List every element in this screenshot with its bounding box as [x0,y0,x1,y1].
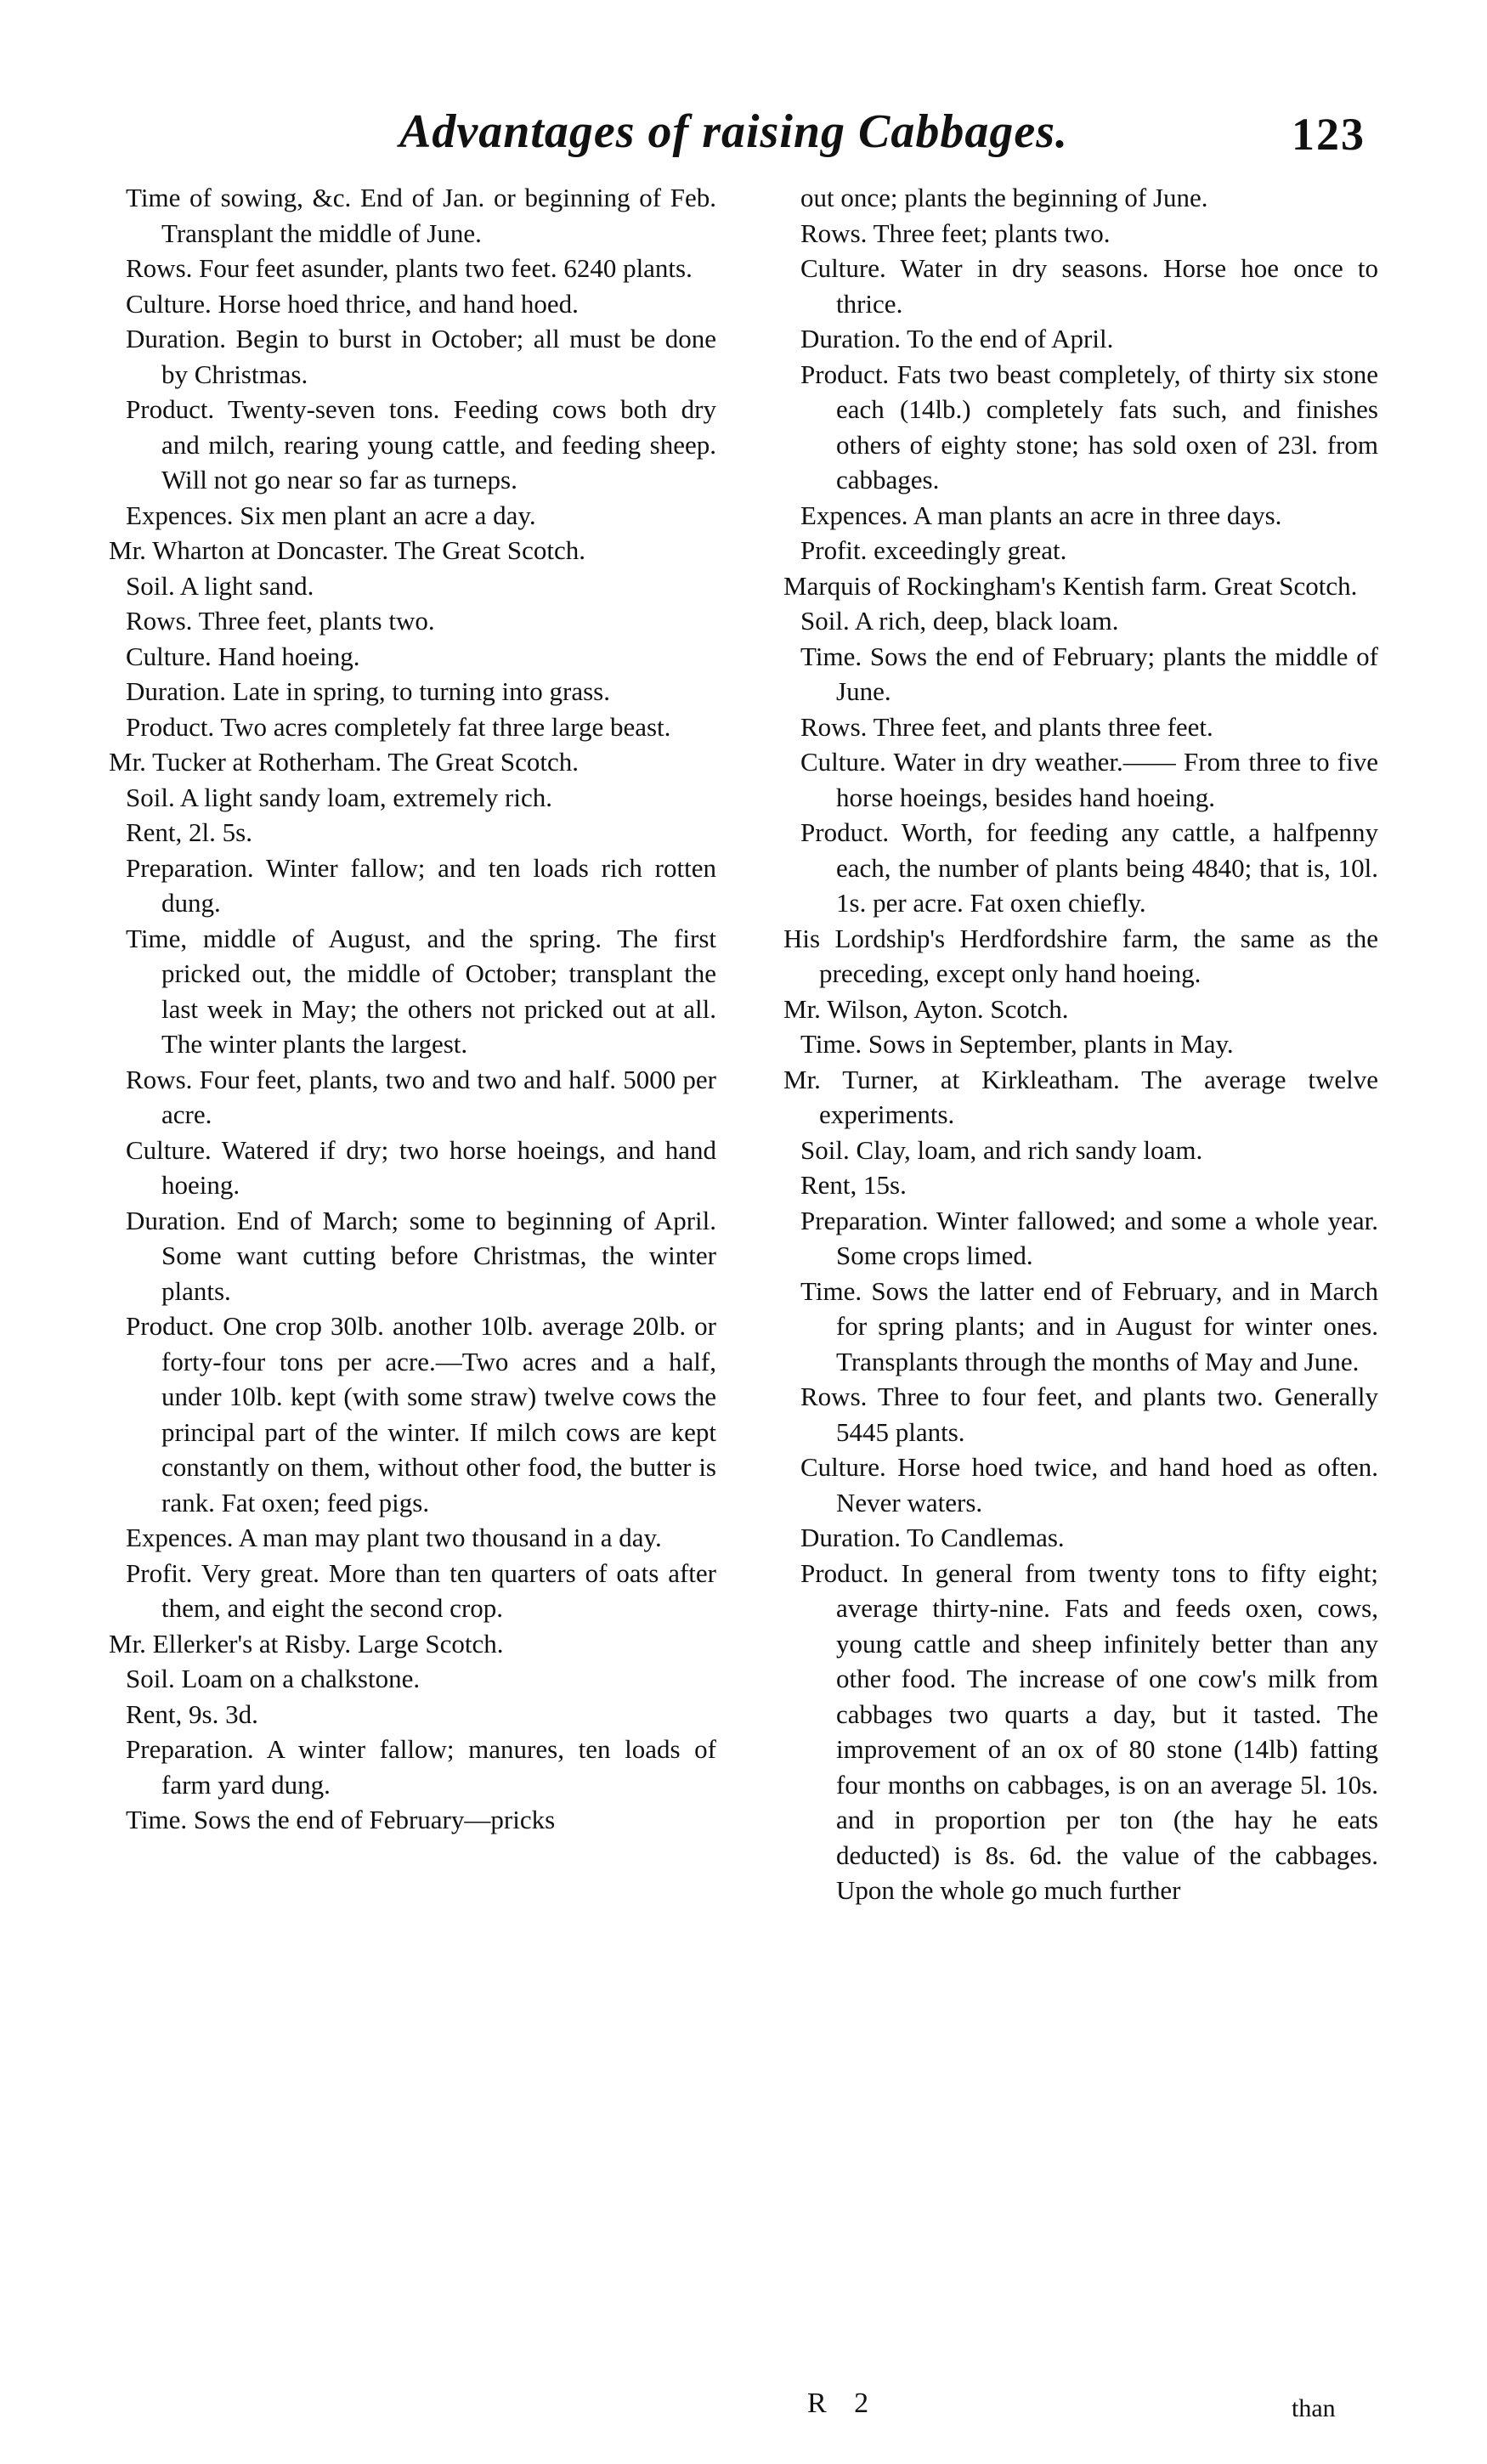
left-column [109,180,716,1838]
paragraph: Expences. A man may plant two thousand in a day. [126,1523,662,1552]
paragraph: Time. Sows the latter end of February, and in March for spring plants; and in August for winter ones. Transplants through the months of May and June. [800,1275,1378,1376]
paragraph: Preparation. Winter fallow; and ten loads rich rotten dung. [126,852,716,918]
paragraph: Duration. End of March; some to beginning of April. Some want cutting before Christmas, the winter plants. [126,1205,716,1306]
catchword: than [1292,2394,1336,2422]
paragraph: Product. Twenty-seven tons. Feeding cows both dry and milch, rearing young cattle, and feeding sheep. Will not go near so far as turneps. [126,394,716,494]
paragraph: Rent, 15s. [800,1170,907,1200]
paragraph: Rows. Three feet, plants two. [126,606,435,636]
running-title: Advantages of raising Cabbages. [399,105,1069,158]
paragraph: Preparation. A winter fallow; manures, ten loads of farm yard dung. [126,1734,716,1800]
paragraph: Duration. To the end of April. [800,324,1114,353]
paragraph: Time of sowing, &c. End of Jan. or beginning of Feb. Transplant the middle of June. [126,183,716,248]
paragraph: Time. Sows in September, plants in May. [800,1029,1234,1059]
paragraph: Time. Sows the end of February; plants the middle of June. [800,641,1378,706]
paragraph: Duration. Late in spring, to turning into grass. [126,676,610,706]
page-number: 123 [1292,109,1365,160]
paragraph: Culture. Water in dry weather.—— From three to five horse hoeings, besides hand hoeing. [800,747,1378,812]
farm-heading: Marquis of Rockingham's Kentish farm. Great Scotch. [783,570,1358,601]
paragraph: Soil. Loam on a chalkstone. [126,1664,421,1693]
paragraph: Soil. A rich, deep, black loam. [800,606,1119,636]
paragraph: Soil. A light sandy loam, extremely rich. [126,782,552,812]
paragraph: Rent, 2l. 5s. [126,817,252,847]
paragraph: Culture. Hand hoeing. [126,641,360,671]
signature-mark: R 2 [807,2388,879,2419]
paragraph: Product. Worth, for feeding any cattle, a halfpenny each, the number of plants being 4840; that is, 10l. 1s. per acre. Fat oxen chiefly. [800,817,1378,918]
paragraph: Duration. Begin to burst in October; all must be done by Christmas. [126,324,716,389]
paragraph: Product. In general from twenty tons to fifty eight; average thirty-nine. Fats and feeds oxen, cows, young cattle and sheep infinitely better than any other food. The increase of one cow's milk from cabbages two quarts a day, but it tasted. The improvement of an ox of 80 stone (14lb) fatting four months on cabbages, is on an average 5l. 10s. and in proportion per ton (the hay he eats deducted) is 8s. 6d. the value of the cabbages. Upon the whole go much further [800,1557,1378,1905]
farm-heading: Mr. Turner, at Kirkleatham. The average twelve experiments. [783,1064,1378,1129]
paragraph: Soil. Clay, loam, and rich sandy loam. [800,1134,1203,1165]
paragraph: Culture. Horse hoed twice, and hand hoed as often. Never waters. [800,1452,1378,1517]
paragraph: Rows. Four feet, plants, two and two and half. 5000 per acre. [126,1064,716,1129]
paragraph: Rows. Four feet asunder, plants two feet. 6240 plants. [126,253,693,283]
paragraph: Soil. A light sand. [126,570,314,601]
page-header [0,89,1487,183]
paragraph: Culture. Horse hoed thrice, and hand hoed. [126,288,579,319]
paragraph: Preparation. Winter fallowed; and some a whole year. Some crops limed. [800,1205,1378,1270]
farm-heading: Mr. Ellerker's at Risby. Large Scotch. [109,1628,504,1659]
paragraph: Product. One crop 30lb. another 10lb. average 20lb. or forty-four tons per acre.—Two acres and a half, under 10lb. kept (with some straw) twelve cows the principal part of the winter. If milch cows are kept constantly on them, without other food, the butter is rank. Fat oxen; feed pigs. [126,1311,716,1517]
paragraph: Duration. To Candlemas. [800,1523,1065,1552]
paragraph: Time, middle of August, and the spring. The first pricked out, the middle of October; transplant the last week in May; the others not pricked out at all. The winter plants the largest. [126,923,716,1059]
paragraph: Product. Fats two beast completely, of thirty six stone each (14lb.) completely fats such, and finishes others of eighty stone; has sold oxen of 23l. from cabbages. [800,359,1378,494]
paragraph: Rows. Three to four feet, and plants two. Generally 5445 plants. [800,1382,1378,1447]
paragraph: Product. Two acres completely fat three large beast. [126,711,671,742]
right-column [783,180,1378,1908]
paragraph: Rows. Three feet, and plants three feet. [800,711,1213,742]
paragraph: Rent, 9s. 3d. [126,1698,258,1729]
paragraph: Time. Sows the end of February—pricks [126,1805,556,1834]
farm-heading: Mr. Tucker at Rotherham. The Great Scotch. [109,747,580,777]
farm-heading: Mr. Wilson, Ayton. Scotch. [783,993,1069,1024]
farm-heading: His Lordship's Herdfordshire farm, the same as the preceding, except only hand hoeing. [783,923,1378,988]
paragraph: Culture. Watered if dry; two horse hoeings, and hand hoeing. [126,1134,716,1200]
paragraph: Expences. A man plants an acre in three days. [800,500,1282,530]
farm-heading: Mr. Wharton at Doncaster. The Great Scotch. [109,535,585,565]
paragraph: out once; plants the beginning of June. [800,183,1208,212]
paragraph: Profit. exceedingly great. [800,535,1067,565]
paragraph: Culture. Water in dry seasons. Horse hoe once to thrice. [800,253,1378,319]
paragraph: Expences. Six men plant an acre a day. [126,500,536,530]
paragraph: Rows. Three feet; plants two. [800,218,1111,248]
paragraph: Profit. Very great. More than ten quarters of oats after them, and eight the second crop. [126,1557,716,1623]
